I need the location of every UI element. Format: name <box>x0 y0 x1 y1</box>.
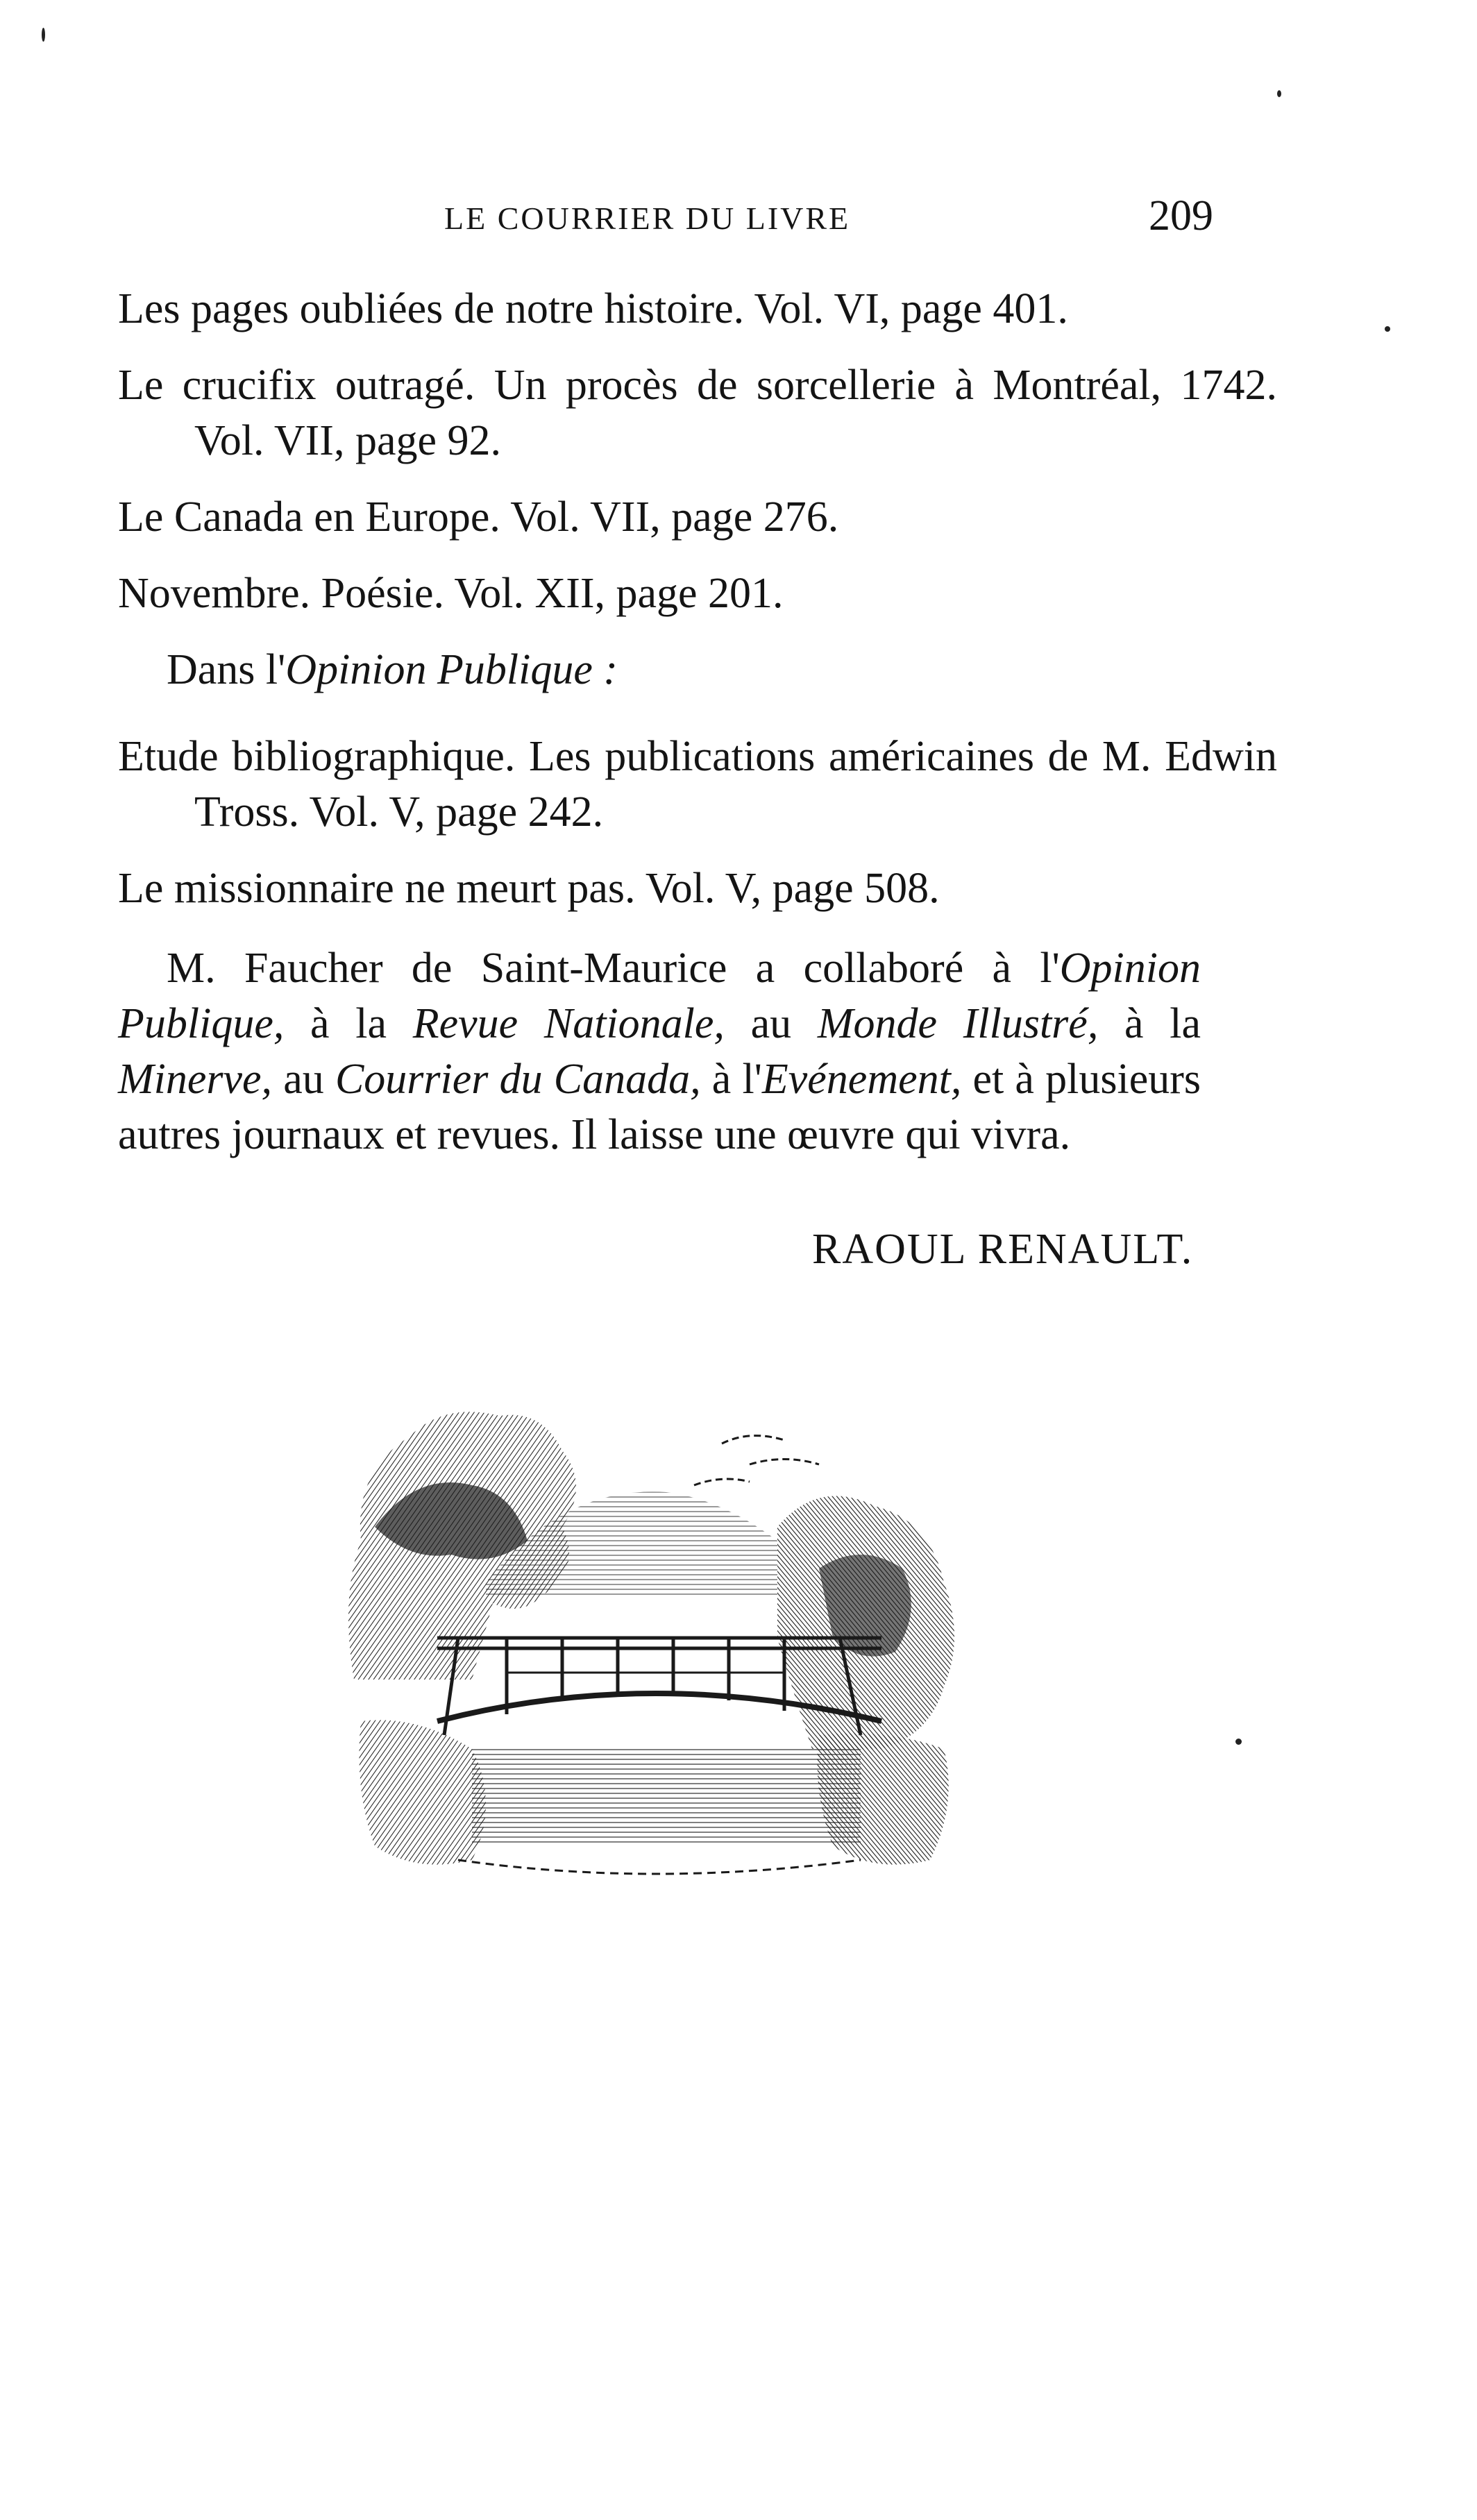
footbridge-landscape-vignette-icon <box>333 1388 986 1916</box>
journal-title: Courrier du Canada, <box>335 1056 701 1103</box>
bibliography-entry: Le crucifix outragé. Un procès de sorcellerie à Montréal, 1742. Vol. VII, page 92. <box>118 362 1277 464</box>
bibliography-entry: Le missionnaire ne meurt pas. Vol. V, page 508. <box>118 865 940 912</box>
closing-text: à la <box>284 1000 413 1047</box>
subhead-journal-title: Opinion Publique : <box>285 646 618 693</box>
journal-title: Revue Nationale, <box>412 1000 725 1047</box>
bibliography-entry: Le Canada en Europe. Vol. VII, page 276. <box>118 493 839 541</box>
subhead-prefix: Dans l' <box>167 646 286 693</box>
closing-text: à l' <box>700 1056 762 1103</box>
page-number: 209 <box>1149 192 1213 239</box>
closing-text: et à plusieurs autres journaux et revues. Il laisse une œuvre qui vivra. <box>118 1056 1201 1158</box>
journal-title: Monde Illustré, <box>817 1000 1099 1047</box>
journal-title: Minerve, <box>118 1056 273 1103</box>
closing-text: à la <box>1098 1000 1201 1047</box>
running-title: LE COURRIER DU LIVRE <box>444 201 851 236</box>
closing-paragraph <box>118 940 1201 1162</box>
closing-text: au <box>724 1000 818 1047</box>
closing-text: M. Faucher de Saint-Maurice a collaboré à l' <box>167 945 1060 992</box>
scan-speck <box>1277 90 1281 97</box>
section-subhead <box>167 642 618 697</box>
bibliography-entry: Les pages oubliées de notre histoire. Vol. VI, page 401. <box>118 285 1068 332</box>
bibliography-entry: Etude bibliographique. Les publications américaines de M. Edwin Tross. Vol. V, page 242. <box>118 733 1277 836</box>
journal-title: Evénement, <box>761 1056 962 1103</box>
closing-text: au <box>272 1056 335 1103</box>
bibliography-entry: Novembre. Poésie. Vol. XII, page 201. <box>118 570 784 617</box>
scan-speck <box>42 28 45 42</box>
journal-title: Opinion Publique, <box>118 945 1201 1047</box>
scan-speck <box>1235 1739 1242 1745</box>
author-signature: RAOUL RENAULT. <box>812 1226 1194 1273</box>
scan-speck <box>1385 326 1390 332</box>
